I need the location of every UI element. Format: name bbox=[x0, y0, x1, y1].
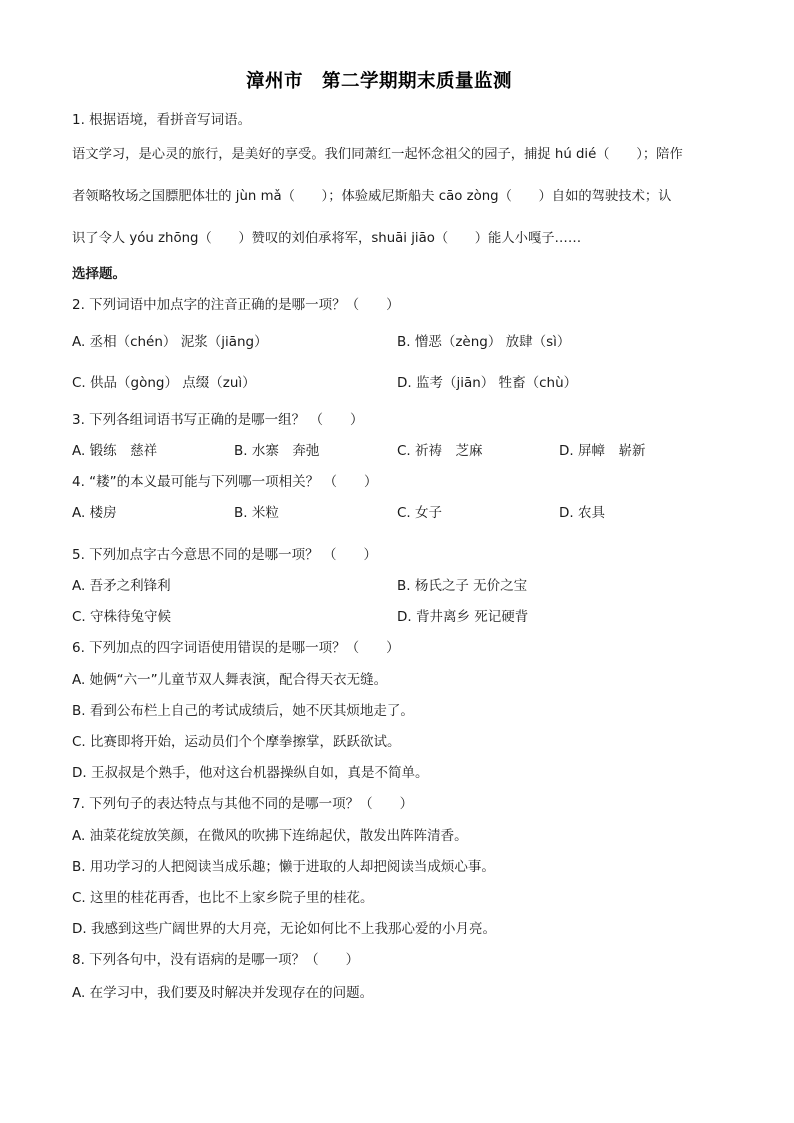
q4-option-d: D. 农具 bbox=[559, 505, 605, 521]
q1-line-3: 识了令人 yóu zhōng（ ）赞叹的刘伯承将军，shuāi jiāo（ ）能人小嘎子…… bbox=[72, 231, 582, 246]
q2-option-a: A. 丞相（chén） 泥浆（jiāng） bbox=[72, 334, 268, 350]
q5-prompt: 5. 下列加点字古今意思不同的是哪一项？ （ ） bbox=[72, 547, 377, 563]
q5-option-a: A. 吾矛之利锋利 bbox=[72, 578, 171, 594]
q6-prompt: 6. 下列加点的四字词语使用错误的是哪一项？（ ） bbox=[72, 640, 400, 656]
q2-option-c: C. 供品（gòng） 点缀（zuì） bbox=[72, 375, 256, 391]
q7-option-c: C. 这里的桂花再香，也比不上家乡院子里的桂花。 bbox=[72, 890, 374, 906]
q7-prompt: 7. 下列句子的表达特点与其他不同的是哪一项？（ ） bbox=[72, 796, 414, 812]
q1-line-2: 者领略牧场之国膘肥体壮的 jùn mǎ（ ）；体验威尼斯船夫 cāo zòng（ ）自如的驾驶技术；认 bbox=[72, 189, 672, 204]
q5-option-b: B. 杨氏之子 无价之宝 bbox=[397, 578, 528, 594]
q7-option-d: D. 我感到这些广阔世界的大月亮，无论如何比不上我那心爱的小月亮。 bbox=[72, 921, 496, 937]
q6-option-a: A. 她俩“六一”儿童节双人舞表演，配合得天衣无缝。 bbox=[72, 672, 388, 688]
section-heading: 选择题。 bbox=[72, 266, 126, 282]
q7-option-a: A. 油菜花绽放笑颜，在微风的吹拂下连绵起伏，散发出阵阵清香。 bbox=[72, 828, 468, 844]
q4-option-a: A. 楼房 bbox=[72, 505, 117, 521]
q3-option-c: C. 祈祷 芝麻 bbox=[397, 443, 483, 459]
q4-option-c: C. 女子 bbox=[397, 505, 443, 521]
q8-prompt: 8. 下列各句中，没有语病的是哪一项？（ ） bbox=[72, 952, 360, 968]
q1-line-1: 语文学习，是心灵的旅行，是美好的享受。我们同萧红一起怀念祖父的园子，捕捉 hú dié（ ）；陪作 bbox=[72, 147, 683, 162]
q6-option-c: C. 比赛即将开始，运动员们个个摩拳擦掌，跃跃欲试。 bbox=[72, 734, 401, 750]
q6-option-b: B. 看到公布栏上自己的考试成绩后，她不厌其烦地走了。 bbox=[72, 703, 414, 719]
q2-option-d: D. 监考（jiān） 牲畜（chù） bbox=[397, 375, 578, 391]
q3-option-b: B. 水寨 奔弛 bbox=[234, 443, 320, 459]
q4-prompt: 4. “耧”的本义最可能与下列哪一项相关？ （ ） bbox=[72, 474, 378, 490]
q3-option-a: A. 锻练 慈祥 bbox=[72, 443, 158, 459]
q2-option-b: B. 憎恶（zèng） 放肆（sì） bbox=[397, 334, 571, 350]
q5-option-d: D. 背井离乡 死记硬背 bbox=[397, 609, 529, 625]
q6-option-d: D. 王叔叔是个熟手，他对这台机器操纵自如，真是不简单。 bbox=[72, 765, 429, 781]
page-title: 漳州市 第二学期期末质量监测 bbox=[246, 71, 513, 92]
q8-option-a: A. 在学习中，我们要及时解决并发现存在的问题。 bbox=[72, 985, 374, 1001]
q3-prompt: 3. 下列各组词语书写正确的是哪一组？ （ ） bbox=[72, 412, 364, 428]
q2-prompt: 2. 下列词语中加点字的注音正确的是哪一项？（ ） bbox=[72, 297, 400, 313]
q3-option-d: D. 屏幛 崭新 bbox=[559, 443, 646, 459]
q7-option-b: B. 用功学习的人把阅读当成乐趣；懒于进取的人却把阅读当成烦心事。 bbox=[72, 859, 495, 875]
q4-option-b: B. 米粒 bbox=[234, 505, 279, 521]
q1-prompt: 1. 根据语境，看拼音写词语。 bbox=[72, 112, 252, 128]
q5-option-c: C. 守株待兔守候 bbox=[72, 609, 172, 625]
